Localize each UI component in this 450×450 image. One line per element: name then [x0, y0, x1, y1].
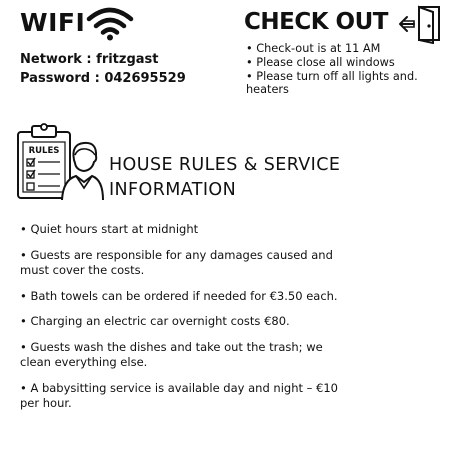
checkout-item: • Please close all windows — [246, 55, 395, 69]
rule-item: • A babysitting service is available day and night – €10 per hour. — [20, 380, 339, 410]
rules-list — [20, 222, 342, 422]
wifi-password: Password : 042695529 — [20, 71, 186, 86]
wifi-icon — [86, 7, 134, 41]
checkout-list — [246, 42, 446, 97]
rule-item: • Guests are responsible for any damages caused and must cover the costs. — [20, 247, 333, 277]
checkout-item: • Please turn off all lights and. heaters — [246, 69, 418, 97]
rules-illustration-label: RULES — [28, 146, 60, 156]
checkout-title: CHECK OUT — [244, 9, 388, 35]
wifi-network: Network : fritzgast — [20, 52, 159, 67]
rules-heading: HOUSE RULES & SERVICE INFORMATION — [109, 155, 341, 200]
checkout-item: • Check-out is at 11 AM — [246, 42, 381, 55]
door-exit-icon — [397, 4, 445, 44]
rule-item: • Guests wash the dishes and take out the trash; we clean everything else. — [20, 339, 323, 369]
rule-item: • Charging an electric car overnight costs €80. — [20, 314, 290, 328]
rule-item: • Bath towels can be ordered if needed for €3.50 each. — [20, 288, 338, 303]
rule-item: • Quiet hours start at midnight — [20, 222, 199, 236]
wifi-title: WIFI — [20, 8, 86, 37]
clipboard-person-icon — [14, 122, 104, 202]
